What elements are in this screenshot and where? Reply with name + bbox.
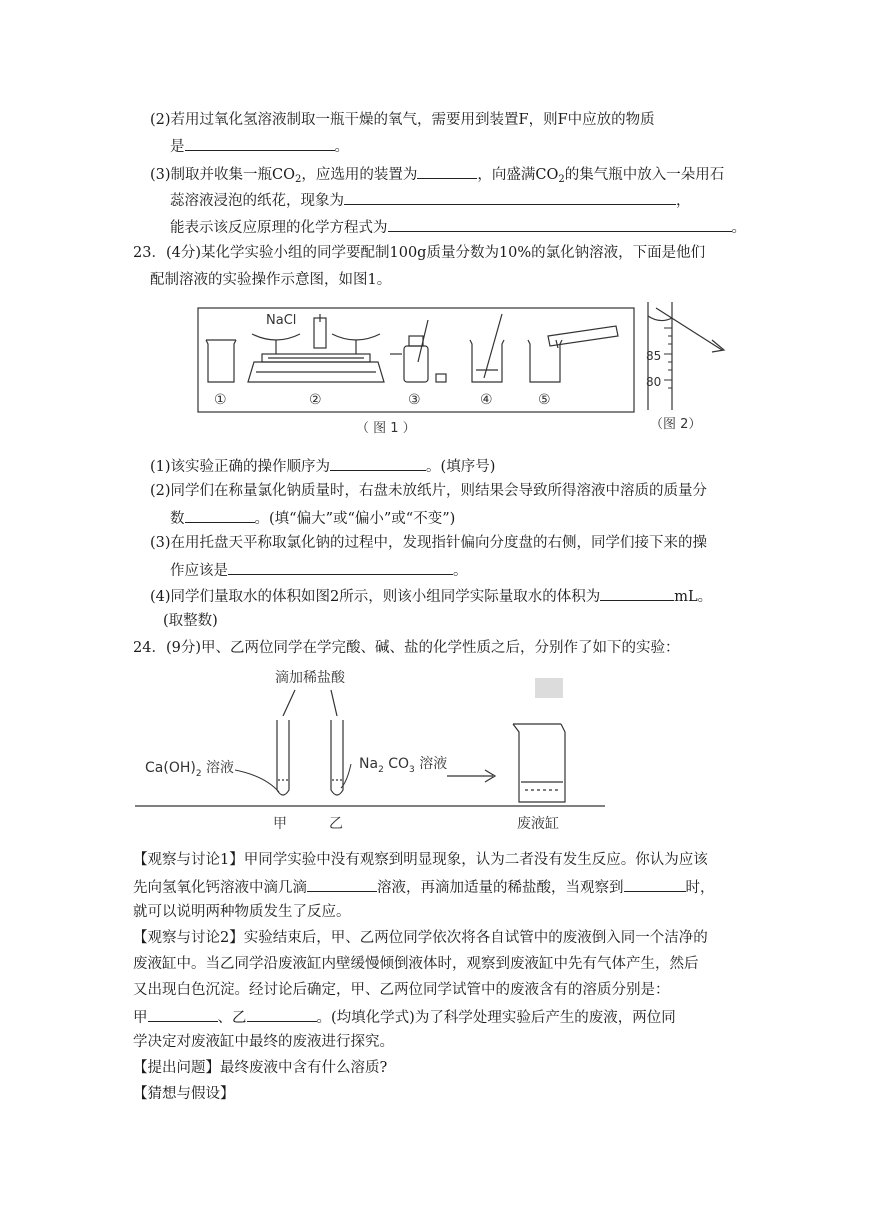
answer-blank	[624, 876, 686, 892]
q24-discussion1-line2: 先向氢氧化钙溶液中滴几滴 溶液，再滴加适量的稀盐酸，当观察到 时，	[133, 876, 715, 898]
q23-line1: 23．(4分)某化学实验小组的同学要配制100g质量分数为10%的氯化钠溶液，下面是他们	[133, 245, 706, 261]
q24-discussion2-line1: 【观察与讨论2】实验结束后，甲、乙两位同学依次将各自试管中的废液倒入同一个洁净的	[133, 930, 708, 946]
reagent-bottle	[404, 320, 446, 382]
q23-sub4-note: (取整数)	[163, 613, 218, 629]
q24-discussion1-line1: 【观察与讨论1】甲同学实验中没有观察到明显现象，认为二者没有发生反应。你认为应该	[133, 852, 708, 868]
beaker-stirring	[470, 314, 504, 382]
test-tube-jia	[277, 720, 289, 795]
figure-1	[196, 300, 636, 440]
beaker-1	[206, 340, 236, 382]
q24-hypothesis: 【猜想与假设】	[133, 1086, 235, 1102]
figure-3	[135, 664, 605, 836]
blurred-mark	[535, 678, 563, 698]
tube-label-jia: 甲	[273, 816, 287, 832]
q24-question: 【提出问题】最终废液中含有什么溶质?	[133, 1060, 388, 1076]
na2co3-label: $Na_2$ $CO_3$ 溶液	[359, 756, 448, 775]
q24-line1: 24．(9分)甲、乙两位同学在学完酸、碱、盐的化学性质之后，分别作了如下的实验：	[133, 640, 680, 656]
q24-discussion2-line3: 又出现白色沉淀。经讨论后确定，甲、乙两位同学试管中的废液含有的溶质分别是：	[133, 982, 670, 998]
answer-blank	[330, 455, 426, 471]
test-tube-yi	[331, 720, 343, 795]
q22-part3-line3: 能表示该反应原理的化学方程式为 。	[170, 216, 746, 238]
q23-sub4: (4)同学们量取水的体积如图2所示，则该小组同学实际量取水的体积为 mL。	[150, 585, 712, 607]
answer-blank	[600, 585, 674, 601]
q24-discussion2-line5: 学决定对废液缸中最终的废液进行探究。	[133, 1034, 394, 1050]
nacl-label: NaCl	[266, 313, 297, 328]
q24-discussion2-line4: 甲 、乙 。(均填化学式)为了科学处理实验后产生的废液，两位同	[133, 1006, 676, 1028]
answer-blank	[388, 216, 732, 232]
q23-sub1: (1)该实验正确的操作顺序为 。(填序号)	[150, 455, 495, 477]
q23-sub3-line2: 作应该是 。	[170, 559, 468, 581]
answer-blank	[228, 559, 453, 575]
answer-blank	[307, 876, 377, 892]
answer-blank	[417, 163, 477, 179]
q22-part3-line1: (3)制取并收集一瓶$CO_2$，应选用的装置为 ，向盛满$CO_2$的集气瓶中放入一朵用石	[150, 163, 724, 187]
figure-2-caption: （图 2）	[650, 417, 702, 432]
tick-80: 80	[646, 375, 662, 389]
q24-discussion1-line3: 就可以说明两种物质发生了反应。	[133, 904, 351, 920]
q22-part2-line2: 是 。	[170, 135, 349, 157]
step-label: ②	[309, 392, 322, 408]
q23-line2: 配制溶液的实验操作示意图，如图1。	[150, 272, 392, 288]
answer-blank	[148, 1006, 218, 1022]
waste-beaker	[513, 724, 565, 802]
q23-sub2-line1: (2)同学们在称量氯化钠质量时，右盘未放纸片，则结果会导致所得溶液中溶质的质量分	[150, 483, 708, 499]
step-label: ⑤	[538, 392, 551, 408]
tick-85: 85	[646, 349, 662, 363]
figure-1-caption: （ 图 1 ）	[356, 421, 416, 436]
beaker-pouring	[528, 326, 618, 382]
tube-label-yi: 乙	[329, 816, 343, 832]
step-label: ①	[214, 392, 227, 408]
step-label: ④	[480, 392, 493, 408]
q24-discussion2-line2: 废液缸中。当乙同学沿废液缸内壁缓慢倾倒液体时，观察到废液缸中先有气体产生，然后	[133, 956, 699, 972]
figure-2	[640, 298, 740, 438]
answer-blank	[247, 1006, 317, 1022]
q23-sub3-line1: (3)在用托盘天平称取氯化钠的过程中，发现指针偏向分度盘的右侧，同学们接下来的操	[150, 535, 708, 551]
q22-part3-line2: 蕊溶液浸泡的纸花，现象为 ，	[170, 189, 691, 211]
step-label: ③	[408, 392, 421, 408]
answer-blank	[185, 507, 255, 523]
q22-part2-line1: (2)若用过氧化氢溶液制取一瓶干燥的氧气，需要用到装置F，则F中应放的物质	[150, 112, 655, 128]
top-label: 滴加稀盐酸	[275, 670, 345, 686]
caoh2-label: $Ca(OH)_2$ 溶液	[145, 760, 235, 779]
beaker-label: 废液缸	[517, 816, 559, 832]
answer-blank	[344, 189, 676, 205]
answer-blank	[185, 135, 335, 151]
q23-sub2-line2: 数 。(填“偏大”或“偏小”或“不变”)	[170, 507, 455, 529]
